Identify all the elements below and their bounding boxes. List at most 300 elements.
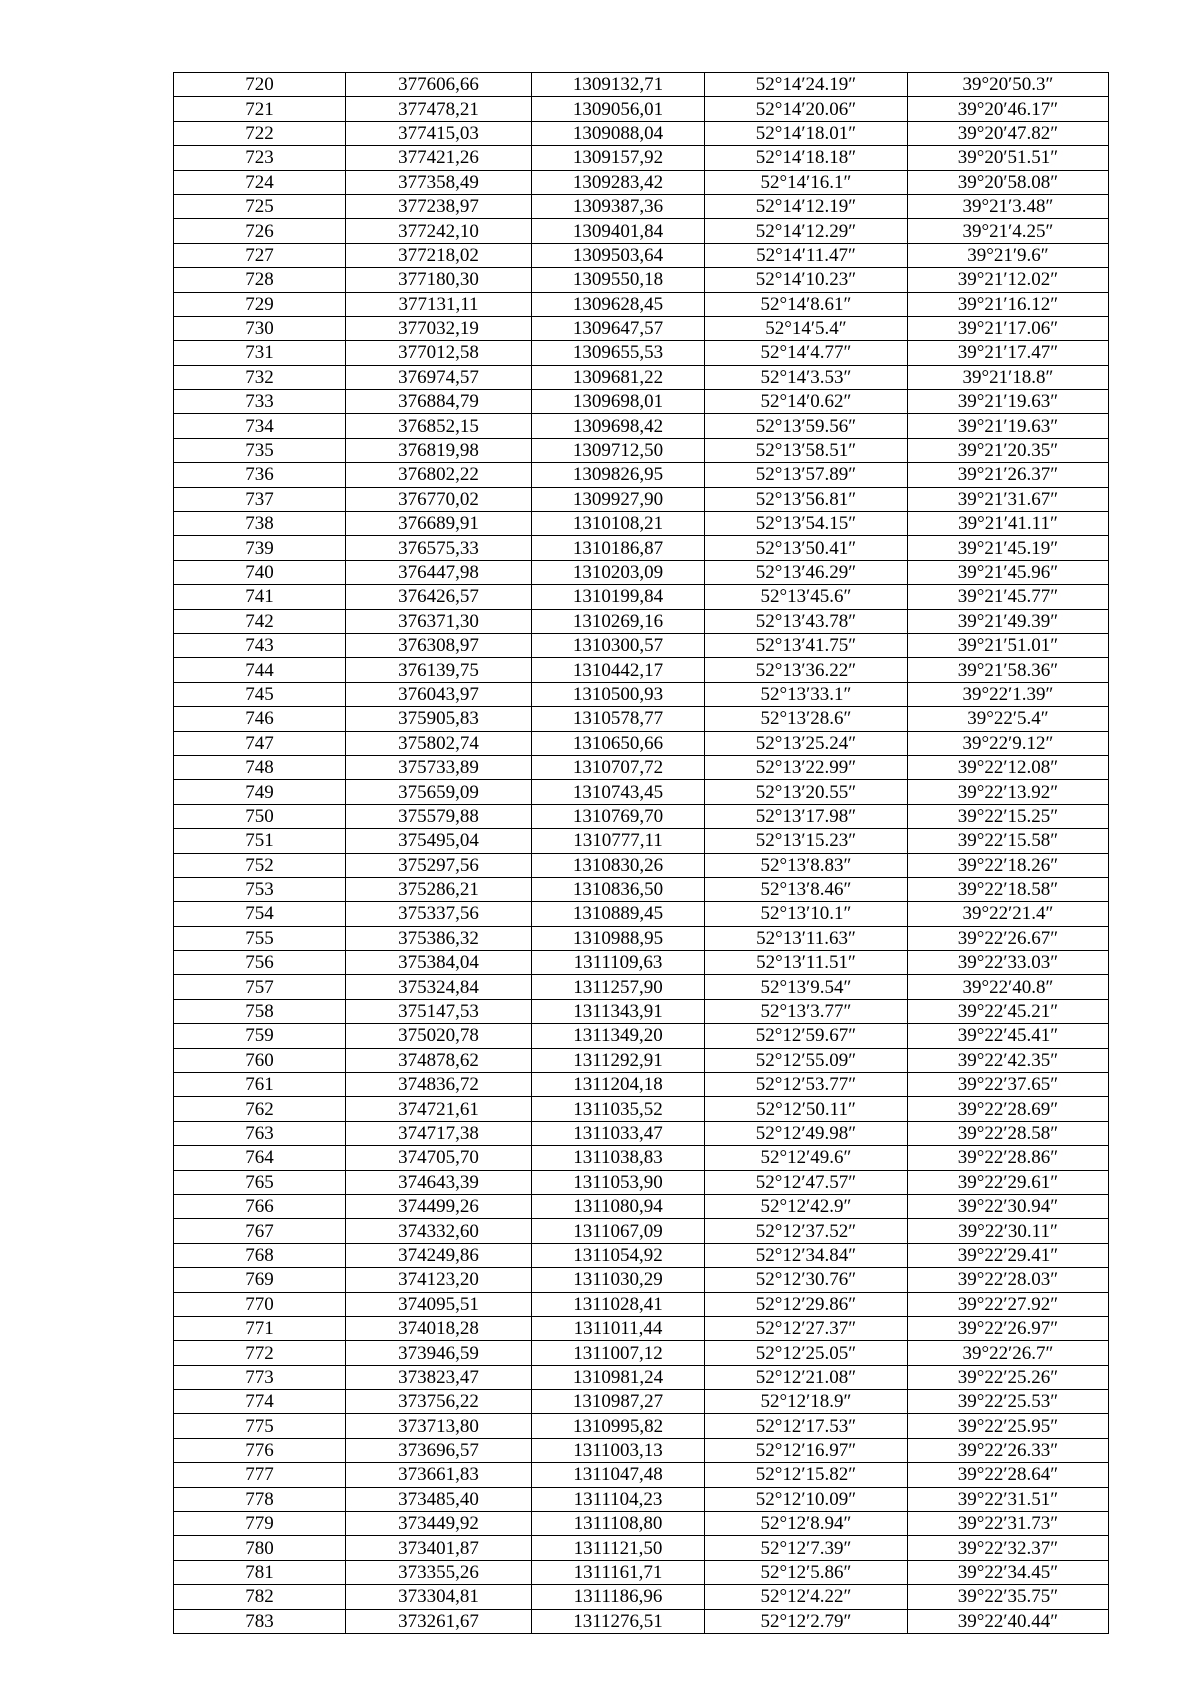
table-row [174,829,1109,853]
y-coordinate-cell: 1309655,53 [532,341,705,365]
point-number-cell: 729 [174,292,346,316]
latitude-cell: 52°14′24.19″ [705,73,908,97]
point-number-cell: 766 [174,1194,346,1218]
table-row [174,755,1109,779]
latitude-cell: 52°14′4.77″ [705,341,908,365]
point-number-cell: 734 [174,414,346,438]
y-coordinate-cell: 1309503,64 [532,243,705,267]
x-coordinate-cell: 373661,83 [346,1463,532,1487]
longitude-cell: 39°22′26.7″ [908,1341,1109,1365]
y-coordinate-cell: 1310987,27 [532,1390,705,1414]
x-coordinate-cell: 377032,19 [346,316,532,340]
table-row [174,999,1109,1023]
table-row [174,1414,1109,1438]
latitude-cell: 52°14′5.4″ [705,316,908,340]
x-coordinate-cell: 373713,80 [346,1414,532,1438]
table-row [174,609,1109,633]
point-number-cell: 750 [174,804,346,828]
y-coordinate-cell: 1311186,96 [532,1585,705,1609]
x-coordinate-cell: 377180,30 [346,268,532,292]
y-coordinate-cell: 1309088,04 [532,121,705,145]
point-number-cell: 751 [174,829,346,853]
point-number-cell: 774 [174,1390,346,1414]
latitude-cell: 52°14′0.62″ [705,390,908,414]
latitude-cell: 52°13′36.22″ [705,658,908,682]
longitude-cell: 39°22′32.37″ [908,1536,1109,1560]
latitude-cell: 52°13′56.81″ [705,487,908,511]
x-coordinate-cell: 377415,03 [346,121,532,145]
longitude-cell: 39°22′33.03″ [908,951,1109,975]
longitude-cell: 39°21′19.63″ [908,390,1109,414]
y-coordinate-cell: 1311109,63 [532,951,705,975]
latitude-cell: 52°13′15.23″ [705,829,908,853]
latitude-cell: 52°12′59.67″ [705,1024,908,1048]
point-number-cell: 756 [174,951,346,975]
table-row [174,1121,1109,1145]
point-number-cell: 780 [174,1536,346,1560]
point-number-cell: 745 [174,682,346,706]
y-coordinate-cell: 1311080,94 [532,1194,705,1218]
longitude-cell: 39°22′42.35″ [908,1048,1109,1072]
y-coordinate-cell: 1311003,13 [532,1438,705,1462]
latitude-cell: 52°12′27.37″ [705,1316,908,1340]
latitude-cell: 52°12′2.79″ [705,1609,908,1633]
x-coordinate-cell: 376139,75 [346,658,532,682]
y-coordinate-cell: 1311067,09 [532,1219,705,1243]
table-row [174,1243,1109,1267]
y-coordinate-cell: 1311161,71 [532,1560,705,1584]
point-number-cell: 723 [174,146,346,170]
y-coordinate-cell: 1310203,09 [532,560,705,584]
table-row [174,804,1109,828]
longitude-cell: 39°21′41.11″ [908,512,1109,536]
x-coordinate-cell: 376308,97 [346,633,532,657]
point-number-cell: 733 [174,390,346,414]
latitude-cell: 52°12′49.6″ [705,1146,908,1170]
point-number-cell: 738 [174,512,346,536]
y-coordinate-cell: 1309628,45 [532,292,705,316]
y-coordinate-cell: 1309712,50 [532,438,705,462]
latitude-cell: 52°12′18.9″ [705,1390,908,1414]
latitude-cell: 52°12′55.09″ [705,1048,908,1072]
latitude-cell: 52°12′8.94″ [705,1512,908,1536]
x-coordinate-cell: 374499,26 [346,1194,532,1218]
longitude-cell: 39°22′18.58″ [908,877,1109,901]
y-coordinate-cell: 1311349,20 [532,1024,705,1048]
x-coordinate-cell: 376043,97 [346,682,532,706]
y-coordinate-cell: 1310269,16 [532,609,705,633]
longitude-cell: 39°21′9.6″ [908,243,1109,267]
x-coordinate-cell: 374721,61 [346,1097,532,1121]
table-row [174,1219,1109,1243]
y-coordinate-cell: 1310836,50 [532,877,705,901]
point-number-cell: 757 [174,975,346,999]
point-number-cell: 760 [174,1048,346,1072]
x-coordinate-cell: 376689,91 [346,512,532,536]
x-coordinate-cell: 373355,26 [346,1560,532,1584]
table-row [174,390,1109,414]
latitude-cell: 52°13′45.6″ [705,585,908,609]
longitude-cell: 39°20′51.51″ [908,146,1109,170]
longitude-cell: 39°22′35.75″ [908,1585,1109,1609]
latitude-cell: 52°12′37.52″ [705,1219,908,1243]
point-number-cell: 725 [174,194,346,218]
point-number-cell: 743 [174,633,346,657]
point-number-cell: 732 [174,365,346,389]
table-row [174,292,1109,316]
latitude-cell: 52°13′8.46″ [705,877,908,901]
point-number-cell: 747 [174,731,346,755]
point-number-cell: 721 [174,97,346,121]
x-coordinate-cell: 374836,72 [346,1073,532,1097]
longitude-cell: 39°21′3.48″ [908,194,1109,218]
y-coordinate-cell: 1311054,92 [532,1243,705,1267]
y-coordinate-cell: 1310186,87 [532,536,705,560]
y-coordinate-cell: 1310199,84 [532,585,705,609]
longitude-cell: 39°22′21.4″ [908,902,1109,926]
x-coordinate-cell: 374095,51 [346,1292,532,1316]
latitude-cell: 52°13′57.89″ [705,463,908,487]
table-row [174,1292,1109,1316]
longitude-cell: 39°21′51.01″ [908,633,1109,657]
x-coordinate-cell: 373946,59 [346,1341,532,1365]
y-coordinate-cell: 1310830,26 [532,853,705,877]
latitude-cell: 52°12′5.86″ [705,1560,908,1584]
point-number-cell: 739 [174,536,346,560]
point-number-cell: 771 [174,1316,346,1340]
table-row [174,243,1109,267]
point-number-cell: 748 [174,755,346,779]
table-row [174,1170,1109,1194]
longitude-cell: 39°21′26.37″ [908,463,1109,487]
latitude-cell: 52°13′20.55″ [705,780,908,804]
table-row [174,487,1109,511]
y-coordinate-cell: 1310981,24 [532,1365,705,1389]
latitude-cell: 52°13′25.24″ [705,731,908,755]
latitude-cell: 52°13′10.1″ [705,902,908,926]
table-row [174,951,1109,975]
table-row [174,316,1109,340]
longitude-cell: 39°22′45.21″ [908,999,1109,1023]
point-number-cell: 731 [174,341,346,365]
x-coordinate-cell: 373485,40 [346,1487,532,1511]
y-coordinate-cell: 1309698,42 [532,414,705,438]
latitude-cell: 52°13′17.98″ [705,804,908,828]
y-coordinate-cell: 1309283,42 [532,170,705,194]
table-row [174,585,1109,609]
table-row [174,97,1109,121]
point-number-cell: 773 [174,1365,346,1389]
point-number-cell: 726 [174,219,346,243]
y-coordinate-cell: 1311038,83 [532,1146,705,1170]
y-coordinate-cell: 1309826,95 [532,463,705,487]
table-row [174,707,1109,731]
x-coordinate-cell: 373823,47 [346,1365,532,1389]
y-coordinate-cell: 1310995,82 [532,1414,705,1438]
point-number-cell: 765 [174,1170,346,1194]
longitude-cell: 39°22′28.58″ [908,1121,1109,1145]
latitude-cell: 52°12′17.53″ [705,1414,908,1438]
table-row [174,365,1109,389]
x-coordinate-cell: 375337,56 [346,902,532,926]
table-row [174,1024,1109,1048]
y-coordinate-cell: 1311047,48 [532,1463,705,1487]
x-coordinate-cell: 375733,89 [346,755,532,779]
table-row [174,975,1109,999]
x-coordinate-cell: 373696,57 [346,1438,532,1462]
x-coordinate-cell: 376974,57 [346,365,532,389]
table-row [174,1512,1109,1536]
longitude-cell: 39°22′25.95″ [908,1414,1109,1438]
point-number-cell: 720 [174,73,346,97]
table-row [174,438,1109,462]
x-coordinate-cell: 376802,22 [346,463,532,487]
point-number-cell: 749 [174,780,346,804]
table-row [174,219,1109,243]
longitude-cell: 39°21′45.19″ [908,536,1109,560]
latitude-cell: 52°12′42.9″ [705,1194,908,1218]
x-coordinate-cell: 374332,60 [346,1219,532,1243]
table-row [174,877,1109,901]
latitude-cell: 52°14′8.61″ [705,292,908,316]
latitude-cell: 52°12′30.76″ [705,1268,908,1292]
table-row [174,1585,1109,1609]
y-coordinate-cell: 1311028,41 [532,1292,705,1316]
table-row [174,1463,1109,1487]
latitude-cell: 52°13′54.15″ [705,512,908,536]
y-coordinate-cell: 1310707,72 [532,755,705,779]
point-number-cell: 753 [174,877,346,901]
point-number-cell: 736 [174,463,346,487]
longitude-cell: 39°21′49.39″ [908,609,1109,633]
table-row [174,902,1109,926]
y-coordinate-cell: 1311121,50 [532,1536,705,1560]
point-number-cell: 746 [174,707,346,731]
longitude-cell: 39°22′40.8″ [908,975,1109,999]
table-row [174,658,1109,682]
latitude-cell: 52°13′8.83″ [705,853,908,877]
latitude-cell: 52°13′46.29″ [705,560,908,584]
latitude-cell: 52°13′50.41″ [705,536,908,560]
table-row [174,268,1109,292]
y-coordinate-cell: 1311033,47 [532,1121,705,1145]
longitude-cell: 39°22′1.39″ [908,682,1109,706]
longitude-cell: 39°20′46.17″ [908,97,1109,121]
x-coordinate-cell: 375297,56 [346,853,532,877]
table-row [174,1609,1109,1633]
latitude-cell: 52°13′11.63″ [705,926,908,950]
x-coordinate-cell: 373756,22 [346,1390,532,1414]
table-row [174,1438,1109,1462]
longitude-cell: 39°21′58.36″ [908,658,1109,682]
x-coordinate-cell: 377131,11 [346,292,532,316]
longitude-cell: 39°21′31.67″ [908,487,1109,511]
longitude-cell: 39°21′17.06″ [908,316,1109,340]
y-coordinate-cell: 1309132,71 [532,73,705,97]
point-number-cell: 768 [174,1243,346,1267]
longitude-cell: 39°22′30.11″ [908,1219,1109,1243]
longitude-cell: 39°22′45.41″ [908,1024,1109,1048]
x-coordinate-cell: 374018,28 [346,1316,532,1340]
longitude-cell: 39°22′28.69″ [908,1097,1109,1121]
y-coordinate-cell: 1310650,66 [532,731,705,755]
longitude-cell: 39°21′45.77″ [908,585,1109,609]
longitude-cell: 39°22′34.45″ [908,1560,1109,1584]
x-coordinate-cell: 376770,02 [346,487,532,511]
y-coordinate-cell: 1311035,52 [532,1097,705,1121]
y-coordinate-cell: 1310300,57 [532,633,705,657]
point-number-cell: 769 [174,1268,346,1292]
point-number-cell: 740 [174,560,346,584]
y-coordinate-cell: 1310988,95 [532,926,705,950]
y-coordinate-cell: 1310743,45 [532,780,705,804]
table-row [174,512,1109,536]
y-coordinate-cell: 1311007,12 [532,1341,705,1365]
latitude-cell: 52°13′28.6″ [705,707,908,731]
point-number-cell: 728 [174,268,346,292]
x-coordinate-cell: 373449,92 [346,1512,532,1536]
longitude-cell: 39°22′31.51″ [908,1487,1109,1511]
longitude-cell: 39°22′37.65″ [908,1073,1109,1097]
point-number-cell: 762 [174,1097,346,1121]
point-number-cell: 764 [174,1146,346,1170]
y-coordinate-cell: 1309157,92 [532,146,705,170]
y-coordinate-cell: 1310777,11 [532,829,705,853]
y-coordinate-cell: 1311030,29 [532,1268,705,1292]
longitude-cell: 39°22′28.86″ [908,1146,1109,1170]
latitude-cell: 52°13′59.56″ [705,414,908,438]
x-coordinate-cell: 374878,62 [346,1048,532,1072]
x-coordinate-cell: 377242,10 [346,219,532,243]
x-coordinate-cell: 376447,98 [346,560,532,584]
y-coordinate-cell: 1309681,22 [532,365,705,389]
latitude-cell: 52°12′34.84″ [705,1243,908,1267]
point-number-cell: 754 [174,902,346,926]
table-row [174,1048,1109,1072]
x-coordinate-cell: 375020,78 [346,1024,532,1048]
point-number-cell: 763 [174,1121,346,1145]
table-row [174,1146,1109,1170]
y-coordinate-cell: 1309387,36 [532,194,705,218]
x-coordinate-cell: 377421,26 [346,146,532,170]
point-number-cell: 779 [174,1512,346,1536]
y-coordinate-cell: 1309550,18 [532,268,705,292]
point-number-cell: 730 [174,316,346,340]
point-number-cell: 783 [174,1609,346,1633]
table-row [174,633,1109,657]
table-row [174,1390,1109,1414]
x-coordinate-cell: 376819,98 [346,438,532,462]
latitude-cell: 52°12′49.98″ [705,1121,908,1145]
point-number-cell: 758 [174,999,346,1023]
table-row [174,1341,1109,1365]
latitude-cell: 52°14′18.18″ [705,146,908,170]
x-coordinate-cell: 374643,39 [346,1170,532,1194]
longitude-cell: 39°20′47.82″ [908,121,1109,145]
x-coordinate-cell: 377012,58 [346,341,532,365]
x-coordinate-cell: 374123,20 [346,1268,532,1292]
latitude-cell: 52°14′20.06″ [705,97,908,121]
x-coordinate-cell: 373401,87 [346,1536,532,1560]
x-coordinate-cell: 375802,74 [346,731,532,755]
longitude-cell: 39°21′19.63″ [908,414,1109,438]
table-row [174,926,1109,950]
y-coordinate-cell: 1309698,01 [532,390,705,414]
longitude-cell: 39°22′25.53″ [908,1390,1109,1414]
table-row [174,1097,1109,1121]
table-row [174,780,1109,804]
point-number-cell: 742 [174,609,346,633]
y-coordinate-cell: 1309647,57 [532,316,705,340]
x-coordinate-cell: 373304,81 [346,1585,532,1609]
y-coordinate-cell: 1311104,23 [532,1487,705,1511]
y-coordinate-cell: 1311343,91 [532,999,705,1023]
table-row [174,1560,1109,1584]
x-coordinate-cell: 377238,97 [346,194,532,218]
latitude-cell: 52°12′50.11″ [705,1097,908,1121]
point-number-cell: 722 [174,121,346,145]
table-row [174,1487,1109,1511]
longitude-cell: 39°22′26.97″ [908,1316,1109,1340]
longitude-cell: 39°22′27.92″ [908,1292,1109,1316]
table-row [174,146,1109,170]
point-number-cell: 724 [174,170,346,194]
longitude-cell: 39°22′29.41″ [908,1243,1109,1267]
table-row [174,194,1109,218]
point-number-cell: 776 [174,1438,346,1462]
longitude-cell: 39°22′28.03″ [908,1268,1109,1292]
latitude-cell: 52°13′58.51″ [705,438,908,462]
point-number-cell: 782 [174,1585,346,1609]
table-row [174,170,1109,194]
latitude-cell: 52°12′53.77″ [705,1073,908,1097]
y-coordinate-cell: 1311292,91 [532,1048,705,1072]
coordinates-table [173,72,1109,1634]
latitude-cell: 52°14′10.23″ [705,268,908,292]
longitude-cell: 39°21′18.8″ [908,365,1109,389]
longitude-cell: 39°21′12.02″ [908,268,1109,292]
latitude-cell: 52°14′11.47″ [705,243,908,267]
latitude-cell: 52°13′33.1″ [705,682,908,706]
table-row [174,1536,1109,1560]
longitude-cell: 39°21′45.96″ [908,560,1109,584]
longitude-cell: 39°22′29.61″ [908,1170,1109,1194]
x-coordinate-cell: 374717,38 [346,1121,532,1145]
latitude-cell: 52°12′16.97″ [705,1438,908,1462]
y-coordinate-cell: 1311011,44 [532,1316,705,1340]
latitude-cell: 52°13′3.77″ [705,999,908,1023]
x-coordinate-cell: 375286,21 [346,877,532,901]
x-coordinate-cell: 375905,83 [346,707,532,731]
longitude-cell: 39°20′50.3″ [908,73,1109,97]
point-number-cell: 767 [174,1219,346,1243]
x-coordinate-cell: 377606,66 [346,73,532,97]
latitude-cell: 52°12′29.86″ [705,1292,908,1316]
table-row [174,682,1109,706]
longitude-cell: 39°22′31.73″ [908,1512,1109,1536]
longitude-cell: 39°22′28.64″ [908,1463,1109,1487]
point-number-cell: 770 [174,1292,346,1316]
x-coordinate-cell: 375579,88 [346,804,532,828]
y-coordinate-cell: 1310769,70 [532,804,705,828]
x-coordinate-cell: 376852,15 [346,414,532,438]
x-coordinate-cell: 373261,67 [346,1609,532,1633]
x-coordinate-cell: 377218,02 [346,243,532,267]
latitude-cell: 52°12′47.57″ [705,1170,908,1194]
table-row [174,414,1109,438]
y-coordinate-cell: 1309401,84 [532,219,705,243]
latitude-cell: 52°14′12.29″ [705,219,908,243]
